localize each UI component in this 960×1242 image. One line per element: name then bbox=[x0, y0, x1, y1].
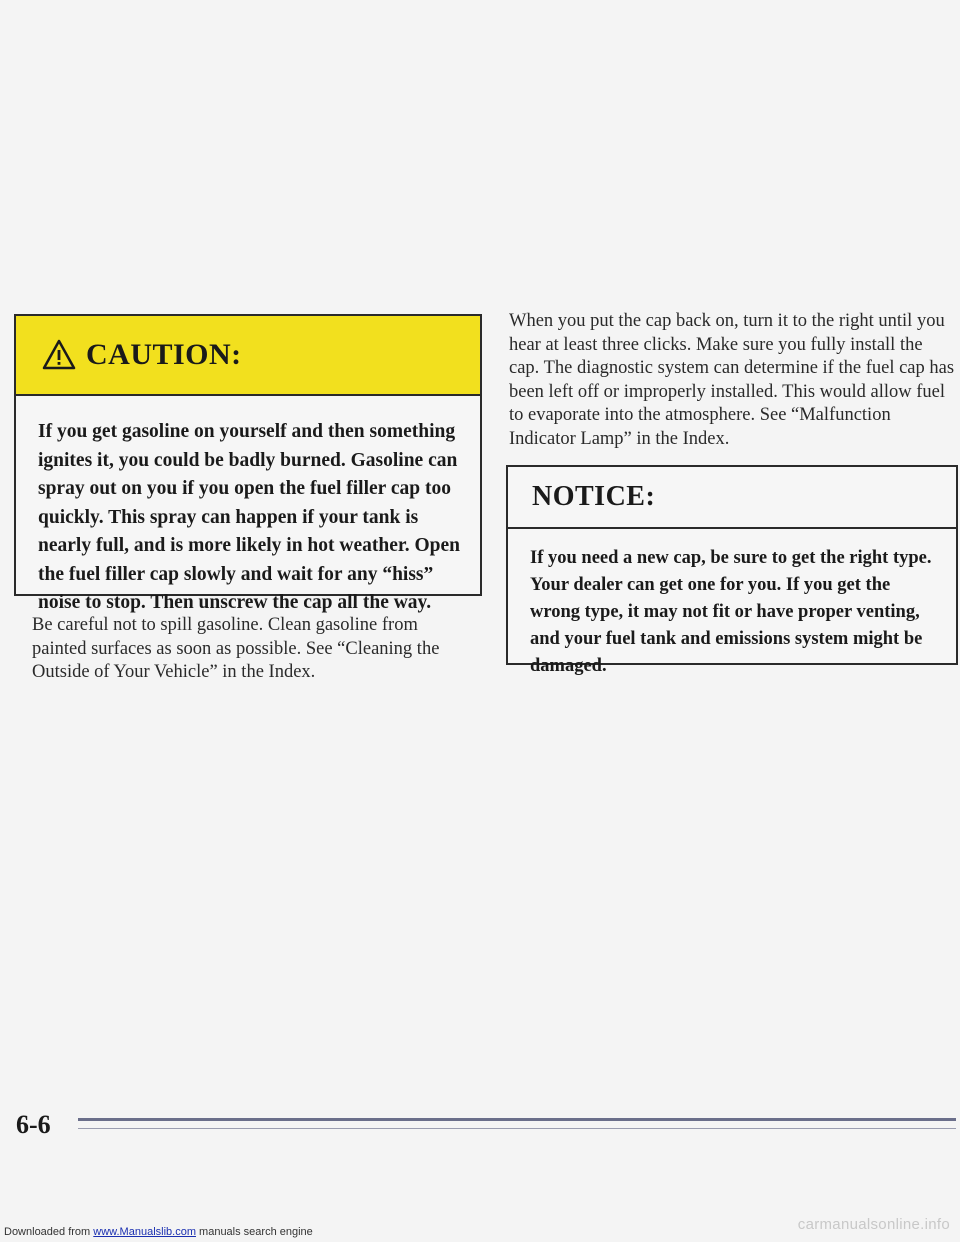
manualslib-link[interactable]: www.Manualslib.com bbox=[93, 1226, 196, 1238]
cap-install-paragraph: When you put the cap back on, turn it to the right until you hear at least three clicks. Make sure you fully install the cap. The diagnostic system can determine if the fuel cap has been left off or improperly installed. This would allow fuel to evaporate into the atmosphere. See “Malfunction Indicator Lamp” in the Index. bbox=[509, 311, 955, 449]
notice-title: NOTICE: bbox=[532, 481, 656, 512]
caution-text: If you get gasoline on yourself and then something ignites it, you could be badly burned. Gasoline can spray out on you if you open the fuel filler cap too quickly. This spray can happen if your tank is nearly full, and is more likely in hot weather. Open the fuel filler cap slowly and wait for any “hiss” noise to stop. Then unscrew the cap all the way. bbox=[38, 421, 460, 613]
caution-title: CAUTION: bbox=[86, 338, 242, 371]
watermark: carmanualsonline.info bbox=[797, 1216, 950, 1233]
notice-text: If you need a new cap, be sure to get the right type. Your dealer can get one for you. If you get the wrong type, it may not fit or have proper venting, and your fuel tank and emissions system might be damaged. bbox=[530, 548, 932, 676]
footer-suffix: manuals search engine bbox=[195, 1226, 313, 1238]
caution-header bbox=[16, 316, 480, 396]
notice-header bbox=[508, 467, 956, 529]
notice-box bbox=[506, 465, 958, 676]
page-number: 6-6 bbox=[16, 1110, 51, 1139]
warning-triangle-icon bbox=[42, 339, 76, 371]
footer-rule bbox=[78, 1118, 956, 1121]
footer-rule-thin bbox=[78, 1128, 956, 1129]
cleaning-paragraph: Be careful not to spill gasoline. Clean gasoline from painted surfaces as soon as possible. See “Cleaning the Outside of Your Vehicle” in the Index. bbox=[32, 615, 440, 682]
caution-box bbox=[14, 314, 482, 613]
download-footer bbox=[4, 1226, 313, 1238]
footer-prefix: Downloaded from bbox=[4, 1226, 94, 1238]
